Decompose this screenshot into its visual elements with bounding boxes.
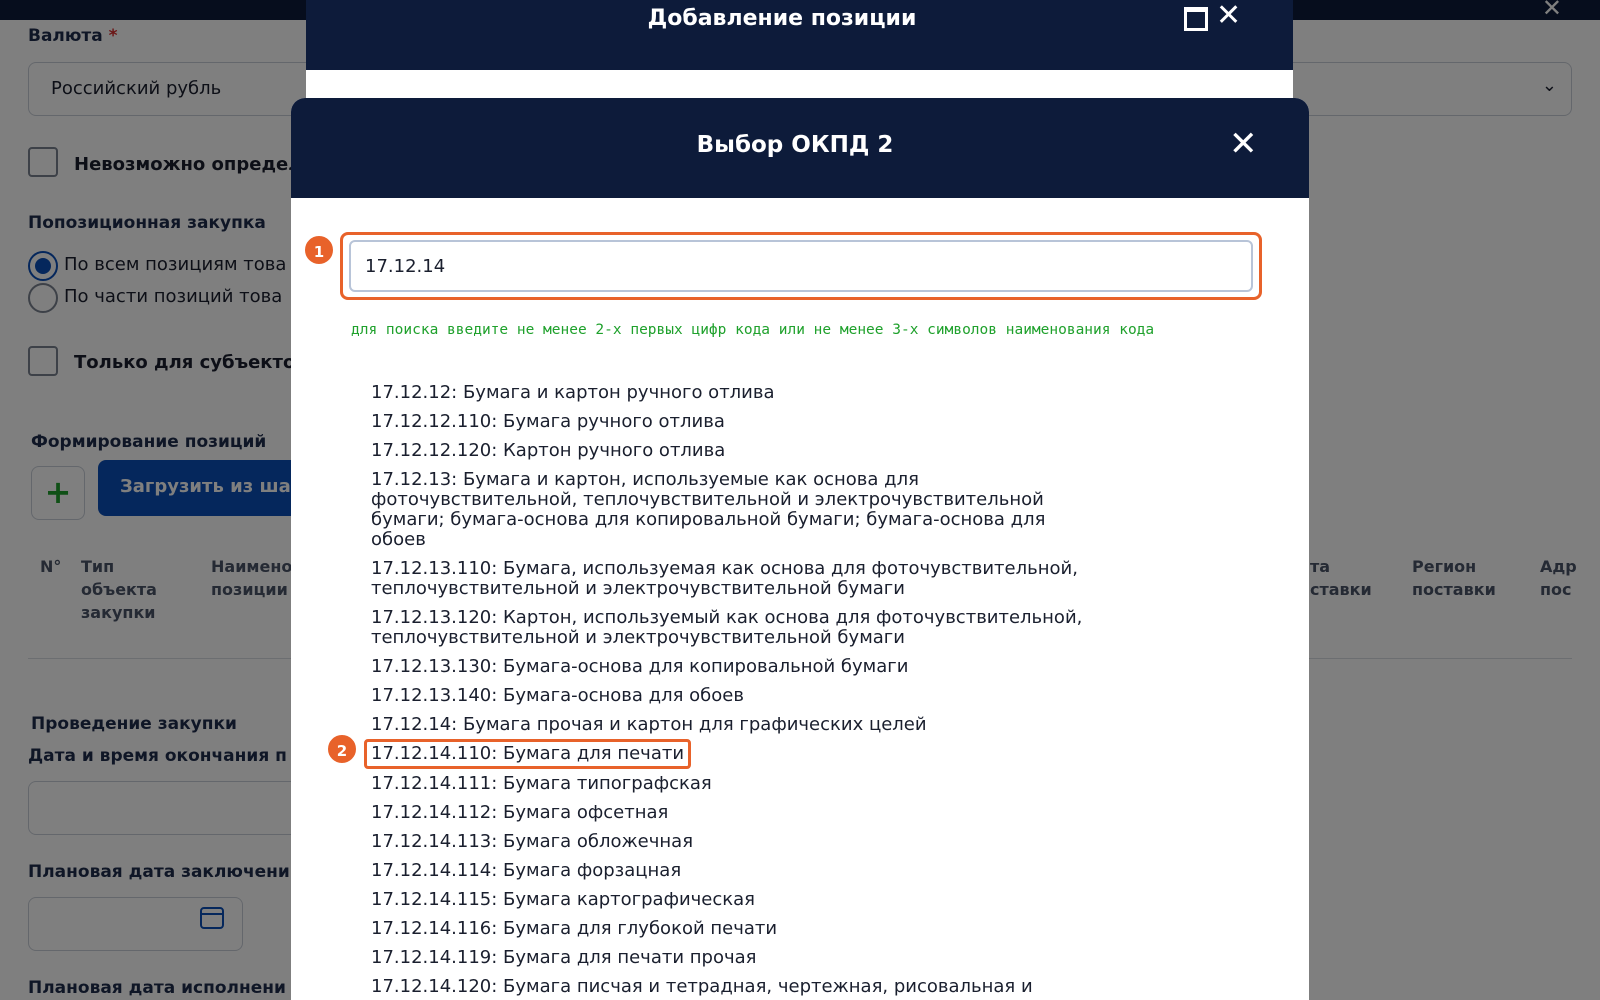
- list-item[interactable]: 17.12.14.116: Бумага для глубокой печати: [371, 917, 778, 939]
- list-item[interactable]: 17.12.14.115: Бумага картографическая: [371, 888, 756, 910]
- list-item-selected[interactable]: 17.12.14.110: Бумага для печати: [364, 739, 691, 769]
- list-item[interactable]: 17.12.14.120: Бумага писчая и тетрадная, чертежная, рисовальная и: [371, 975, 1033, 997]
- list-item[interactable]: 17.12.13.110: Бумага, используемая как основа для фоточувствительной, теплочувствительной и электрочувствительной бумаги: [371, 557, 1078, 599]
- list-item[interactable]: 17.12.13.120: Картон, используемый как основа для фоточувствительной, теплочувствительной и электрочувствительной бумаги: [371, 606, 1083, 648]
- list-item[interactable]: 17.12.12.120: Картон ручного отлива: [371, 439, 726, 461]
- okpd2-results-list: [371, 366, 1131, 1000]
- list-item[interactable]: 17.12.14.113: Бумага обложечная: [371, 830, 694, 852]
- list-item[interactable]: 17.12.12: Бумага и картон ручного отлива: [371, 381, 775, 403]
- search-hint: для поиска введите не менее 2-х первых цифр кода или не менее 3-х символов наименования кода: [351, 322, 1155, 338]
- step-marker-1: 1: [303, 234, 335, 266]
- list-item[interactable]: 17.12.12.110: Бумага ручного отлива: [371, 410, 725, 432]
- okpd2-modal: [291, 98, 1309, 1000]
- okpd2-search-input[interactable]: [349, 240, 1253, 292]
- list-item[interactable]: 17.12.13.140: Бумага-основа для обоев: [371, 684, 744, 706]
- maximize-icon[interactable]: [1184, 7, 1208, 31]
- list-item[interactable]: 17.12.13.130: Бумага-основа для копировальной бумаги: [371, 655, 909, 677]
- search-highlight: [340, 232, 1262, 300]
- list-item[interactable]: 17.12.14.112: Бумага офсетная: [371, 801, 669, 823]
- close-icon[interactable]: ✕: [1229, 124, 1258, 164]
- list-item[interactable]: 17.12.14: Бумага прочая и картон для графических целей: [371, 713, 927, 735]
- add-position-header: [306, 0, 1293, 70]
- close-icon[interactable]: ✕: [1216, 0, 1242, 33]
- list-item[interactable]: 17.12.13: Бумага и картон, используемые как основа для фоточувствительной, теплочувствительной и электрочувствительной бумаги; бумага-основа для копировальной бумаги; бумага-основа для обоев: [371, 468, 1046, 550]
- add-position-title: Добавление позиции: [647, 6, 917, 31]
- list-item[interactable]: 17.12.14.111: Бумага типографская: [371, 772, 712, 794]
- list-item: [371, 366, 1131, 378]
- okpd2-header: [291, 98, 1309, 198]
- list-item[interactable]: 17.12.14.119: Бумага для печати прочая: [371, 946, 757, 968]
- list-item[interactable]: 17.12.14.114: Бумага форзацная: [371, 859, 682, 881]
- step-marker-2: 2: [326, 733, 358, 765]
- okpd2-title: Выбор ОКПД 2: [696, 132, 894, 158]
